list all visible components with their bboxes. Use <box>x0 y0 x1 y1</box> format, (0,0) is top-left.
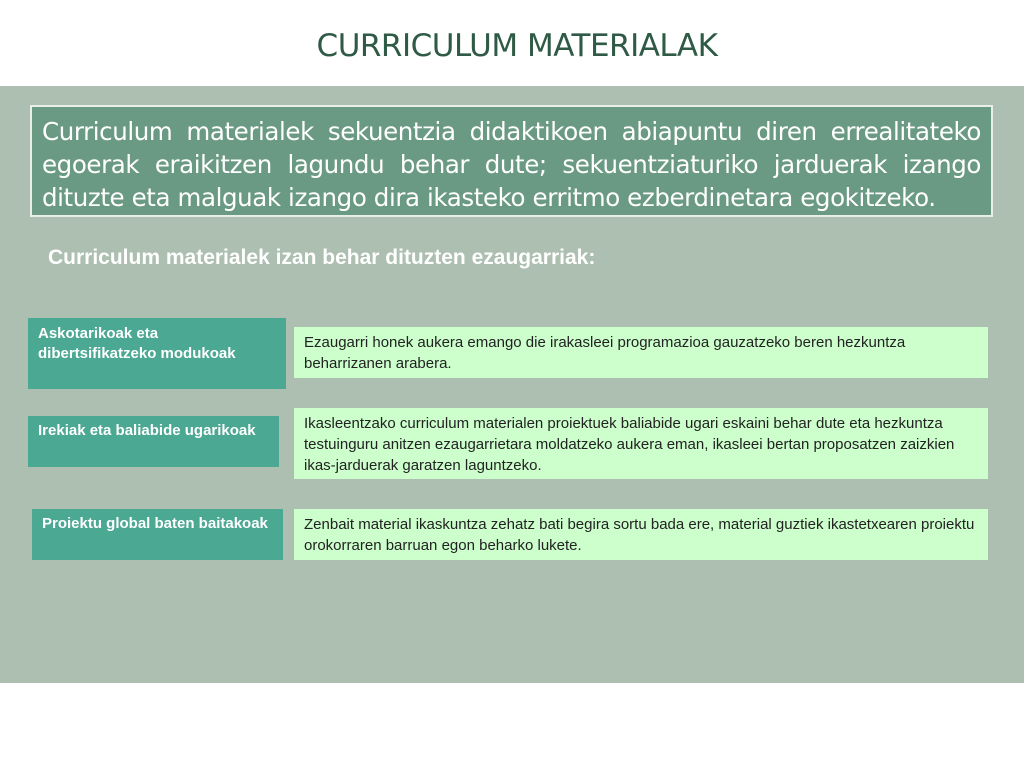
feature-description-open: Ikasleentzako curriculum materialen proiektuek baliabide ugari eskaini behar dute eta hezkuntza testuinguru anitzen ezaugarrietara moldatzeko aukera eman, ikasleei bertan proposatzen zaizkien ikas-jarduerak garatzen laguntzeko. <box>294 408 988 479</box>
intro-text-box: Curriculum materialek sekuentzia didaktikoen abiapuntu diren errealitateko egoerak eraikitzen lagundu behar dute; sekuentziaturiko jarduerak izango dituzte eta malguak izango dira ikasteko erritmo ezberdinetara egokitzeko. <box>30 105 993 217</box>
slide-title: CURRICULUM MATERIALAK <box>316 28 718 64</box>
feature-description-global: Zenbait material ikaskuntza zehatz bati begira sortu bada ere, material guztiek ikastetxearen proiektu orokorraren barruan egon beharko lukete. <box>294 509 988 560</box>
feature-description-diverse: Ezaugarri honek aukera emango die irakasleei programazioa gauzatzeko beren hezkuntza beharrizanen arabera. <box>294 327 988 378</box>
feature-label-global: Proiektu global baten baitakoak <box>32 509 283 560</box>
feature-label-open: Irekiak eta baliabide ugarikoak <box>28 416 279 467</box>
features-heading: Curriculum materialek izan behar dituzten ezaugarriak: <box>48 246 596 269</box>
feature-label-diverse: Askotarikoak eta dibertsifikatzeko modukoak <box>28 318 286 389</box>
